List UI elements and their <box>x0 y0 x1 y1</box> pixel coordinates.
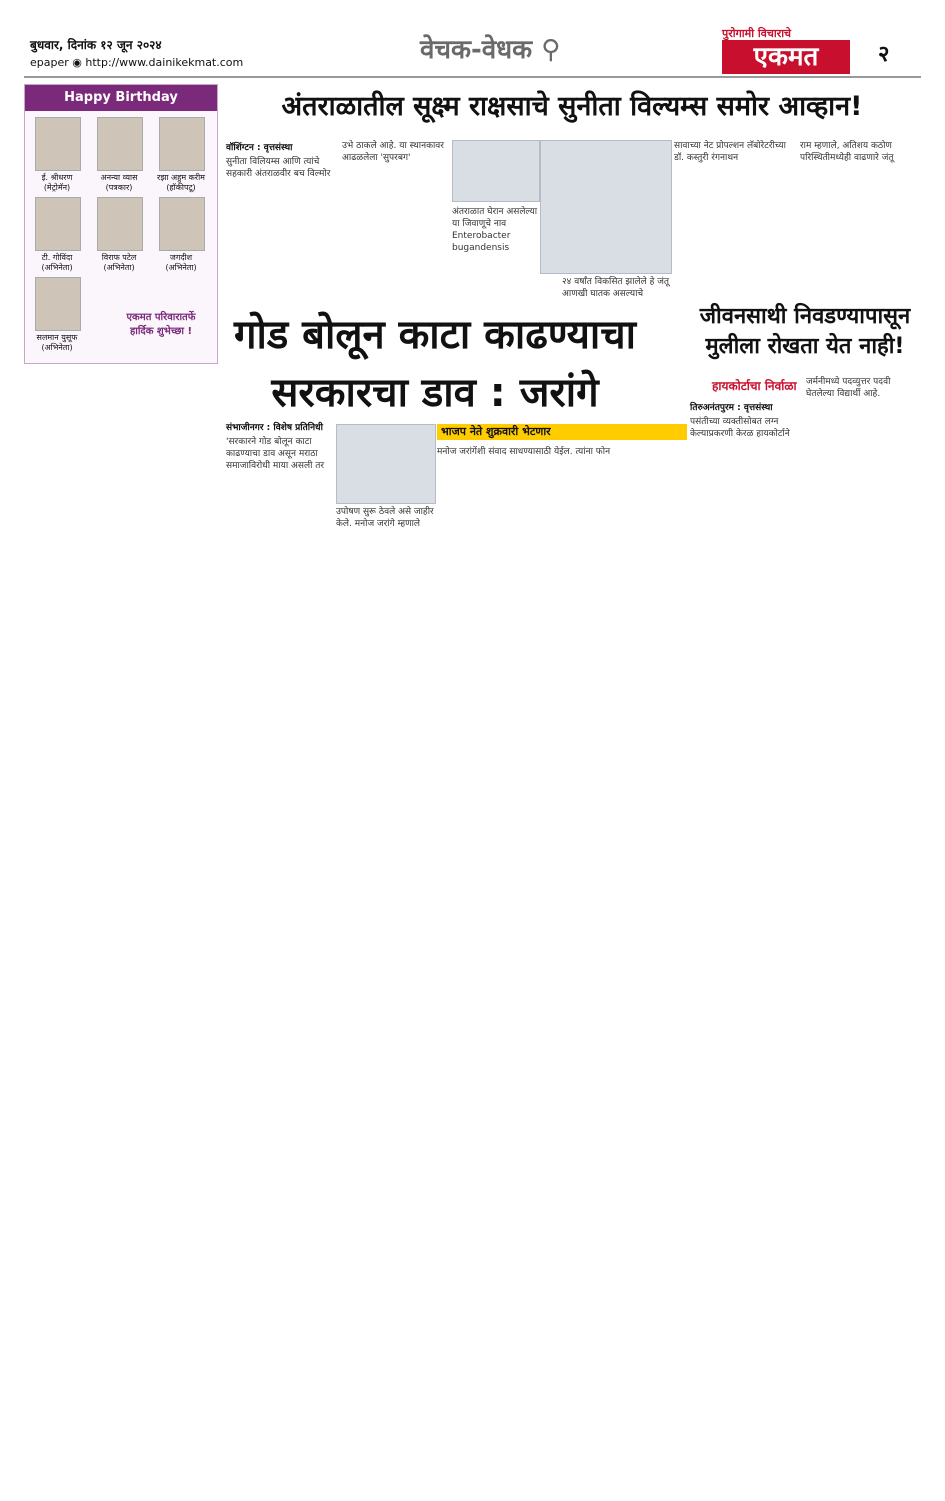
birthday-name <box>28 253 86 273</box>
birthday-person-role: (मेट्रोमॅन) <box>43 183 71 192</box>
birthday-person-role: (अभिनेता) <box>41 263 73 272</box>
birthday-box <box>24 84 218 364</box>
side-story-column: पसंतीच्या व्यक्तीसोबत लग्न केल्याप्रकरणी केरळ हायकोर्टाने <box>690 417 790 439</box>
birthday-person-name: टी. गोविंदा <box>41 253 73 262</box>
jarange-photo <box>336 424 436 504</box>
birthday-person-role: (अभिनेता) <box>103 263 135 272</box>
birthday-person-role: (हॉकीपटू) <box>166 183 196 192</box>
birthday-wish-line: एकमत परिवारातर्फे <box>126 312 196 323</box>
birthday-person-role: (अभिनेता) <box>165 263 197 272</box>
story2-column: उपोषण सुरू ठेवले असे जाहीर केले. मनोज जरांगे म्हणाले <box>336 507 434 529</box>
birthday-title: Happy Birthday <box>25 85 217 111</box>
birthday-person-name: विराफ पटेल <box>101 253 137 262</box>
birthday-person-role: (पत्रकार) <box>105 183 133 192</box>
masthead-divider <box>24 76 921 78</box>
birthday-name <box>28 173 86 193</box>
birthday-photo <box>35 277 81 331</box>
birthday-photo <box>159 197 205 251</box>
birthday-person-role: (अभिनेता) <box>41 343 73 352</box>
birthday-person-name: सलमान युसूफ <box>36 333 78 342</box>
epaper-line <box>30 56 243 69</box>
birthday-wish <box>111 309 211 337</box>
globe-icon: ◉ <box>72 56 82 69</box>
birthday-person-name: ई. श्रीधरण <box>41 173 73 182</box>
side-story-headline: जीवनसाथी निवडण्यापासून मुलीला रोखता येत नाही! <box>699 304 911 359</box>
story2-box-text: मनोज जरांगेंशी संवाद साधण्यासाठी येईल. त्यांना फोन <box>437 447 611 457</box>
birthday-photo <box>35 117 81 171</box>
birthday-photo <box>35 197 81 251</box>
story2-headline-line: गोड बोलून काटा काढण्याचा <box>233 312 637 358</box>
section-title-a: वेचक <box>420 35 471 65</box>
story1-headline: अंतराळातील सूक्ष्म राक्षसाचे सुनीता विल्यम्स समोर आव्हान! <box>281 91 863 122</box>
story1-column: सुनीता विलियम्स आणि त्यांचे सहकारी अंतराळवीर बच विल्मोर <box>226 157 331 179</box>
story2-box-kicker: भाजप नेते शुक्रवारी भेटणार <box>437 424 687 440</box>
paper-logo: एकमत <box>722 40 850 74</box>
story2-headline-line: सरकारचा डाव : जरांगे <box>271 370 599 416</box>
side-story-column: जर्मनीमध्ये पदव्युत्तर पदवी घेतलेल्या विद्यार्थी आहे. <box>806 377 891 399</box>
side-story-byline: तिरुअनंतपुरम : वृत्तसंस्था <box>690 403 773 413</box>
birthday-person-name: रझा अहुम करीम <box>157 173 205 182</box>
story1-photo-caption: २४ वर्षांत विकसित झालेले हे जंतू आणखी घातक असल्याचे <box>562 277 670 299</box>
birthday-person-name: अनन्या व्यास <box>100 173 138 182</box>
story1-column: सावाच्या नेट प्रोपल्शन लॅबोरेटरीच्या डॉ. कस्तुरी रंगनाथन <box>674 141 786 163</box>
story1-column: अंतराळात घेरान असलेल्या या जिवाणूचे नाव Enterobacter bugandensis <box>452 207 538 253</box>
epaper-label: epaper <box>30 56 69 69</box>
birthday-photo <box>97 197 143 251</box>
birthday-photo <box>159 117 205 171</box>
side-story-kicker: हायकोर्टाचा निर्वाळा <box>712 379 797 393</box>
site-url[interactable]: http://www.dainikekmat.com <box>85 56 244 69</box>
birthday-name <box>90 253 148 273</box>
story2-byline: संभाजीनगर : विशेष प्रतिनिधी <box>226 423 323 433</box>
birthday-name <box>152 173 210 193</box>
story1-column: उभे ठाकले आहे. या स्थानकावर आढळलेला 'सुपरबग' <box>342 141 444 163</box>
section-title <box>420 30 560 66</box>
paper-tagline: पुरोगामी विचाराचे <box>722 27 792 40</box>
birthday-name <box>90 173 148 193</box>
story2-column: 'सरकारने गोड बोलून काटा काढण्याचा डाव असून मराठा समाजाविरोधी माया असली तर <box>226 437 325 471</box>
birthday-wish-line: हार्दिक शुभेच्छा ! <box>129 326 193 337</box>
story1-column: राम म्हणाले, अतिशय कठोण परिस्थितीमध्येही वाढणारे जंतू <box>800 141 894 163</box>
birthday-name <box>152 253 210 273</box>
section-title-b: -वेधक <box>470 35 533 65</box>
birthday-photo <box>97 117 143 171</box>
birthday-name <box>28 333 86 353</box>
issue-date: बुधवार, दिनांक १२ जून २०२४ <box>30 38 162 52</box>
sunita-williams-photo <box>540 140 672 274</box>
bacteria-photo <box>452 140 540 202</box>
magnifier-icon: ⚲ <box>541 35 561 65</box>
birthday-person-name: जगदीश <box>169 253 193 262</box>
story2-headline <box>200 306 670 422</box>
story1-byline: वॉशिंग्टन : वृत्तसंस्था <box>226 143 293 153</box>
page-number: २ <box>878 42 890 67</box>
